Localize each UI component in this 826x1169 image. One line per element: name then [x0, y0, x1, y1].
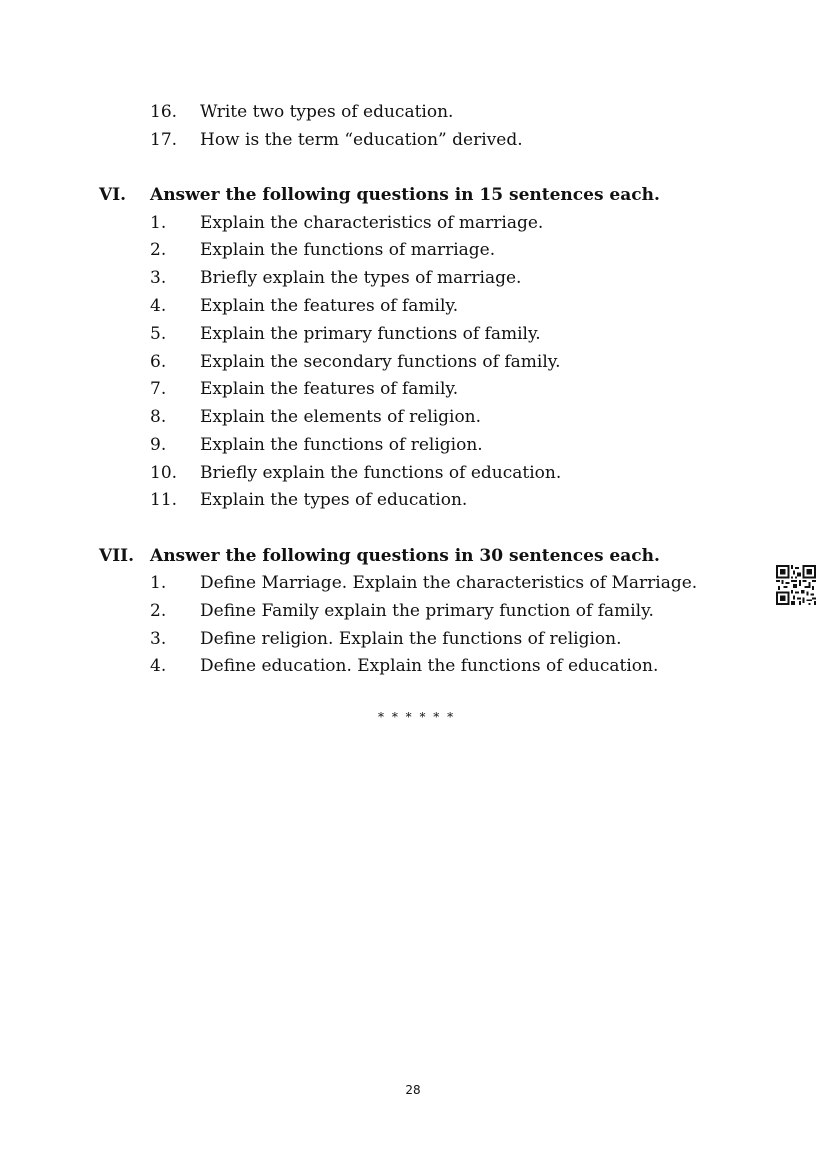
item-number: 17.: [150, 130, 178, 150]
qr-code-icon: [776, 565, 816, 605]
item-number: 11.: [150, 490, 178, 510]
item-text: Define education. Explain the functions of education.: [200, 656, 659, 676]
item-number: 5.: [150, 324, 167, 344]
item-number: 2.: [150, 601, 167, 621]
item-text: Explain the features of family.: [200, 379, 459, 399]
item-number: 1.: [150, 213, 167, 233]
item-number: 1.: [150, 573, 167, 593]
end-marker: * * * * * *: [378, 710, 456, 724]
item-text: Explain the functions of religion.: [200, 435, 483, 455]
item-text: Explain the secondary functions of family.: [200, 352, 561, 372]
item-number: 4.: [150, 296, 167, 316]
section-numeral: VII.: [99, 546, 135, 566]
item-text: Explain the functions of marriage.: [200, 240, 496, 260]
item-number: 4.: [150, 656, 167, 676]
item-text: How is the term “education” derived.: [200, 130, 523, 150]
item-number: 16.: [150, 102, 178, 122]
item-text: Write two types of education.: [200, 102, 454, 122]
item-number: 2.: [150, 240, 167, 260]
item-number: 10.: [150, 463, 178, 483]
item-text: Explain the characteristics of marriage.: [200, 213, 544, 233]
item-text: Define Family explain the primary function of family.: [200, 601, 654, 621]
section-title: Answer the following questions in 30 sentences each.: [150, 546, 660, 566]
item-text: Explain the types of education.: [200, 490, 468, 510]
section-title: Answer the following questions in 15 sentences each.: [150, 185, 660, 205]
item-text: Briefly explain the functions of education.: [200, 463, 562, 483]
item-number: 8.: [150, 407, 167, 427]
item-text: Briefly explain the types of marriage.: [200, 268, 522, 288]
item-text: Define Marriage. Explain the characteristics of Marriage.: [200, 573, 698, 593]
item-number: 7.: [150, 379, 167, 399]
item-number: 3.: [150, 268, 167, 288]
page-number: 28: [405, 1083, 421, 1097]
item-text: Explain the elements of religion.: [200, 407, 482, 427]
item-number: 9.: [150, 435, 167, 455]
item-text: Define religion. Explain the functions of religion.: [200, 629, 622, 649]
section-numeral: VI.: [99, 185, 127, 205]
item-number: 6.: [150, 352, 167, 372]
item-number: 3.: [150, 629, 167, 649]
item-text: Explain the features of family.: [200, 296, 459, 316]
item-text: Explain the primary functions of family.: [200, 324, 541, 344]
